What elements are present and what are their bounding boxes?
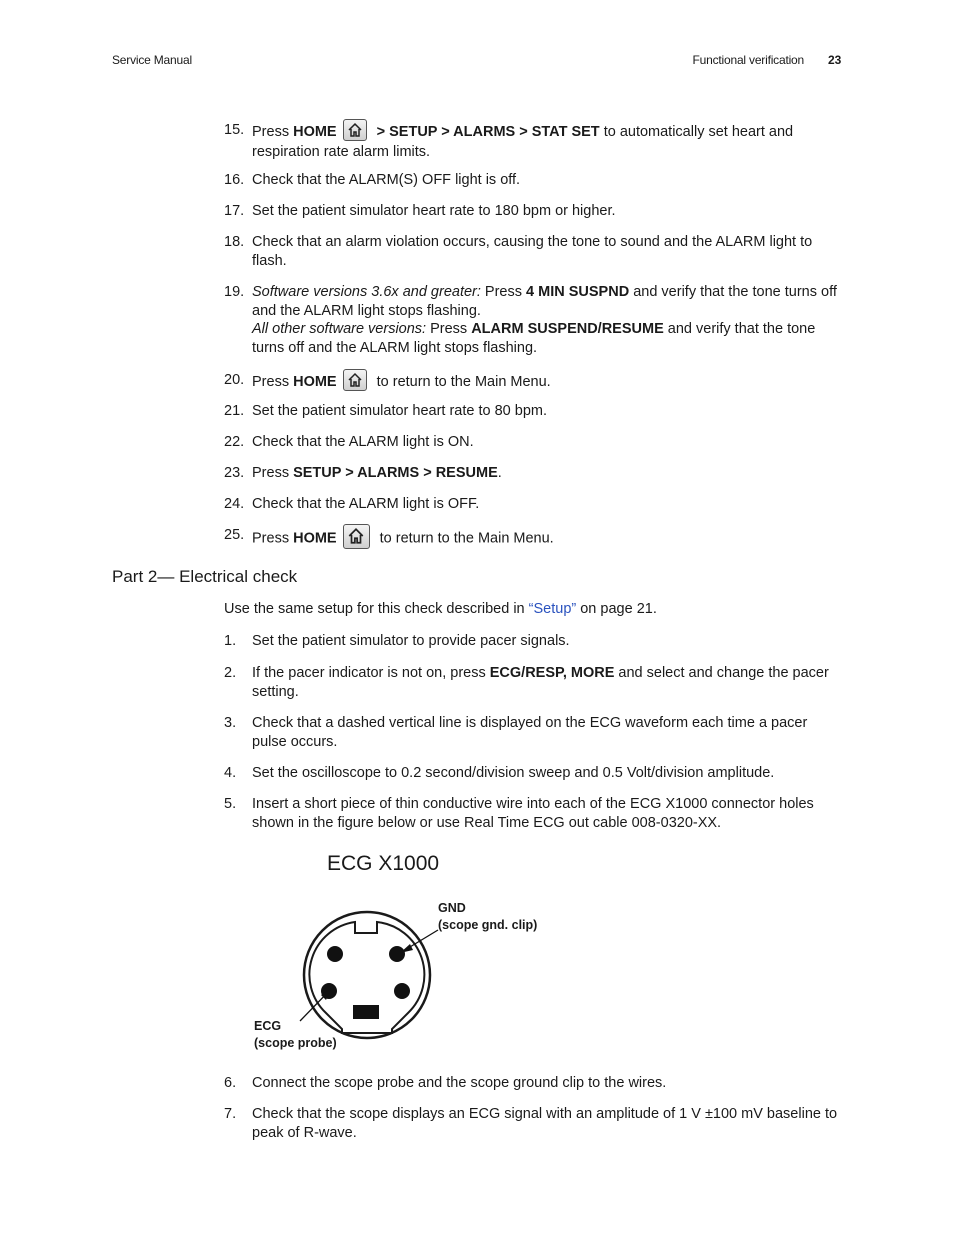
home-command: HOME — [293, 530, 337, 547]
step-3 — [224, 714, 844, 751]
step-text: to return to the Main Menu. — [372, 373, 551, 390]
step-number: 6. — [224, 1075, 237, 1091]
step-text: Press — [480, 284, 527, 300]
step-text: Check that an alarm violation occurs, causing the tone to sound and the ALARM light to flash. — [252, 234, 813, 269]
pin-top-right — [389, 946, 405, 962]
step-22 — [224, 433, 844, 452]
step-number: 22. — [224, 434, 245, 450]
step-text: Set the oscilloscope to 0.2 second/division sweep and 0.5 Volt/division amplitude. — [252, 765, 775, 781]
step-25 — [224, 526, 844, 551]
step-number: 21. — [224, 403, 245, 419]
step-17 — [224, 202, 844, 221]
step-18 — [224, 233, 844, 270]
step-text: Press — [252, 465, 294, 481]
menu-path: SETUP > ALARMS > RESUME — [293, 465, 498, 481]
step-text: and verify that the tone turns off and the ALARM light stops flashing. — [252, 284, 837, 319]
gnd-label-line1: GND — [438, 901, 466, 915]
step-number: 15. — [224, 122, 245, 138]
command: 4 MIN SUSPND — [526, 284, 630, 300]
step-text: to automatically set heart and respiration rate alarm limits. — [252, 123, 794, 160]
step-number: 16. — [224, 172, 245, 188]
command: ALARM SUSPEND/RESUME — [471, 321, 664, 337]
home-command: HOME — [293, 123, 337, 140]
step-number: 24. — [224, 496, 245, 512]
step-number: 3. — [224, 715, 237, 731]
pin-top-left — [327, 946, 343, 962]
step-number: 17. — [224, 203, 245, 219]
step-4 — [224, 764, 844, 783]
step-number: 4. — [224, 765, 237, 781]
step-text: Set the patient simulator heart rate to 180 bpm or higher. — [252, 203, 616, 219]
step-text: Press — [252, 123, 294, 140]
step-text: Press — [252, 530, 294, 547]
step-20 — [224, 371, 844, 393]
step-text: Press — [426, 321, 472, 337]
home-command: HOME — [293, 373, 337, 390]
step-text: Press — [252, 373, 294, 390]
pin-bottom-right — [394, 983, 410, 999]
setup-link[interactable]: “Setup” — [528, 601, 577, 617]
step-21 — [224, 402, 844, 421]
page-number: 23 — [828, 53, 842, 67]
step-number: 19. — [224, 284, 245, 300]
step-text: Set the patient simulator heart rate to 80 bpm. — [252, 403, 547, 419]
intro-text: on page 21. — [576, 601, 657, 617]
step-6 — [224, 1074, 844, 1093]
step-1 — [224, 632, 844, 651]
version-note: Software versions 3.6x and greater: — [252, 284, 481, 300]
command: ECG/RESP, MORE — [489, 665, 615, 681]
step-text: Insert a short piece of thin conductive wire into each of the ECG X1000 connector holes shown in the figure below or use Real Time ECG out cable 008-0320-XX. — [252, 796, 814, 831]
step-text: and select and change the pacer setting. — [252, 665, 829, 700]
menu-path: > SETUP > ALARMS > STAT SET — [372, 123, 600, 140]
step-16 — [224, 171, 844, 190]
step-19 — [224, 283, 844, 357]
step-5 — [224, 795, 844, 832]
home-icon — [343, 119, 367, 141]
step-15 — [224, 121, 844, 162]
step-text: Set the patient simulator to provide pacer signals. — [252, 633, 570, 649]
section-intro — [224, 601, 657, 617]
step-text: . — [497, 465, 502, 481]
step-number: 2. — [224, 665, 237, 681]
step-number: 7. — [224, 1106, 237, 1122]
step-text: Check that the ALARM light is OFF. — [252, 496, 480, 512]
step-text: Check that the scope displays an ECG signal with an amplitude of 1 V ±100 mV baseline to peak of R-wave. — [252, 1106, 838, 1141]
step-7 — [224, 1105, 844, 1142]
gnd-label-line2: (scope gnd. clip) — [438, 918, 538, 932]
step-text: Connect the scope probe and the scope ground clip to the wires. — [252, 1075, 667, 1091]
step-text: Check that the ALARM light is ON. — [252, 434, 474, 450]
section-title: Part 2— Electrical check — [112, 567, 298, 586]
step-text: Check that the ALARM(S) OFF light is off. — [252, 172, 521, 188]
step-23 — [224, 464, 844, 483]
header-section: Functional verification — [692, 53, 804, 67]
home-icon — [343, 524, 370, 549]
step-number: 5. — [224, 796, 237, 812]
step-number: 20. — [224, 372, 245, 388]
step-24 — [224, 495, 844, 514]
step-text: to return to the Main Menu. — [375, 530, 554, 547]
step-number: 23. — [224, 465, 245, 481]
step-text: If the pacer indicator is not on, press — [252, 665, 490, 681]
ecg-label-line2: (scope probe) — [254, 1036, 337, 1050]
ecg-label — [254, 1018, 337, 1052]
step-number: 25. — [224, 527, 245, 543]
step-text: and verify that the tone turns off and the ALARM light stops flashing. — [252, 321, 816, 356]
step-number: 1. — [224, 633, 237, 649]
step-number: 18. — [224, 234, 245, 250]
home-icon — [343, 369, 367, 391]
connector-key — [353, 1005, 379, 1019]
figure-title: ECG X1000 — [327, 852, 440, 875]
header-left: Service Manual — [112, 53, 192, 67]
gnd-label — [438, 900, 537, 934]
version-note: All other software versions: — [252, 321, 427, 337]
intro-text: Use the same setup for this check described in — [224, 601, 529, 617]
step-text: Check that a dashed vertical line is displayed on the ECG waveform each time a pacer pulse occurs. — [252, 715, 808, 750]
ecg-label-line1: ECG — [254, 1019, 282, 1033]
step-2 — [224, 664, 844, 701]
